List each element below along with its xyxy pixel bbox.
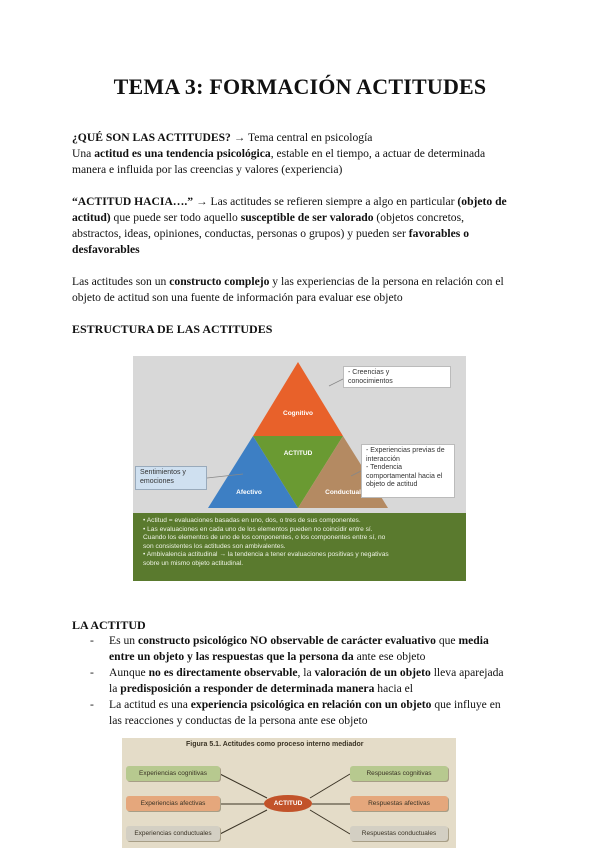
list-text: que influye en [431,698,501,711]
summary-box [133,513,466,581]
paragraph-text: y las experiencias de la persona en relación con el [269,275,504,288]
cognitivo-label: Cognitivo [283,410,313,417]
constructo-paragraph [72,274,528,306]
summary-line: son consistentes los actitudes son ambivalentes. [143,542,286,550]
conductual-label: Conductual [325,489,361,496]
bold-text: media [458,634,489,647]
list-text: Aunque [109,666,149,679]
bold-text: entre un objeto y las respuestas que la persona da [109,650,354,663]
actitud-label: ACTITUD [283,450,313,457]
list-text: hacia el [374,682,413,695]
bold-text: predisposición a responder de determinada manera [120,682,375,695]
callout-experiencias [361,444,455,498]
left-box-affective: Experiencias afectivas [126,796,220,811]
callout-line: objeto de actitud [366,481,418,488]
bold-text: favorables o [408,227,469,240]
figure-caption: Figura 5.1. Actitudes como proceso interno mediador [186,741,364,748]
bold-text: (objeto de [457,195,507,208]
list-dash: - [90,666,94,679]
paragraph-text: objeto de actitud son una fuente de información para evaluar ese objeto [72,291,403,304]
list-text: la [109,682,121,695]
list-text: lleva aparejada [430,666,504,679]
list-dash: - [90,698,94,711]
callout-line: - Experiencias previas de [366,447,445,454]
la-actitud-heading: LA ACTITUD [72,618,146,632]
bold-text: actitud) [72,211,111,224]
list-item [72,633,532,665]
mediator-process-figure [122,738,456,848]
list-text: Es un [109,634,138,647]
list-text: , la [297,666,315,679]
bold-text: valoración de un objeto [314,666,431,679]
list-text: ante ese objeto [353,650,426,663]
callout-sentimientos [135,466,207,490]
paragraph-text: (objetos concretos, [373,211,464,224]
intro-question-tail: Tema central en psicología [248,131,373,144]
intro-paragraph [72,130,528,178]
actitud-hacia-paragraph [72,194,528,258]
callout-line: - Tendencia [366,464,403,471]
right-box-affective: Respuestas afectivas [350,796,448,811]
intro-definition: actitud es una tendencia psicológica [94,147,271,160]
summary-line: • Las evaluaciones en cada uno de los elementos pueden no coincidir entre sí. [143,525,373,533]
intro-text: Una [72,147,95,160]
intro-question: ¿QUÉ SON LAS ACTITUDES? [72,131,231,144]
callout-line: conocimientos [348,377,393,385]
summary-line: Cuando los elementos de uno de los componentes, o los componentes entre sí, no [143,534,386,542]
paragraph-text: abstractos, ideas, opiniones, conductas, personas o grupos) y pueden ser [72,227,409,240]
bold-text: constructo psicológico NO observable de carácter evaluativo [137,634,436,647]
actitud-hacia-lead: “ACTITUD HACIA….” [72,195,194,208]
arrow-icon: → [196,195,208,208]
list-text: que [435,634,459,647]
paragraph-text: Las actitudes son un [72,275,170,288]
summary-line: • Actitud = evaluaciones basadas en uno, dos, o tres de sus componentes. [143,517,361,524]
bold-text: no es directamente observable [148,666,298,679]
left-box-behavioral: Experiencias conductuales [126,826,220,841]
summary-line: sobre un mismo objeto actitudinal. [143,559,244,567]
paragraph-text: Las actitudes se refieren siempre a algo en particular [210,195,458,208]
summary-line: • Ambivalencia actitudinal → la tendencia a tener evaluaciones positivas y negativas [143,551,389,559]
bold-text: desfavorables [72,243,140,256]
intro-text: manera e influida por las creencias y valores (experiencia) [72,163,343,176]
callout-line: emociones [140,477,174,485]
right-box-behavioral: Respuestas conductuales [350,826,448,841]
paragraph-text: que puede ser todo aquello [110,211,241,224]
intro-text: , estable en el tiempo, a actuar de determinada [270,147,486,160]
callout-line: comportamental hacia el [366,472,443,480]
callout-line: - Creencias y [348,369,390,376]
bold-text: susceptible de ser valorado [240,211,374,224]
list-item [72,665,532,697]
estructura-heading: ESTRUCTURA DE LAS ACTITUDES [72,322,273,336]
attitude-structure-figure [133,356,466,581]
list-item [72,697,532,729]
list-text: La actitud es una [109,698,191,711]
page-title: TEMA 3: FORMACIÓN ACTITUDES [113,74,487,99]
bold-text: experiencia psicológica en relación con un objeto [190,698,432,711]
afectivo-label: Afectivo [236,489,262,496]
right-box-cognitive: Respuestas cognitivas [350,766,448,781]
callout-line: Sentimientos y [140,469,186,476]
list-text: las reacciones y conductas de la persona ante ese objeto [109,714,368,727]
center-oval: ACTITUD [264,795,312,812]
list-dash: - [90,634,94,647]
left-box-cognitive: Experiencias cognitivas [126,766,220,781]
callout-creencias [343,366,451,388]
la-actitud-list [72,633,532,729]
bold-text: constructo complejo [169,275,270,288]
arrow-icon: → [233,131,246,144]
callout-line: interacción [366,455,400,463]
